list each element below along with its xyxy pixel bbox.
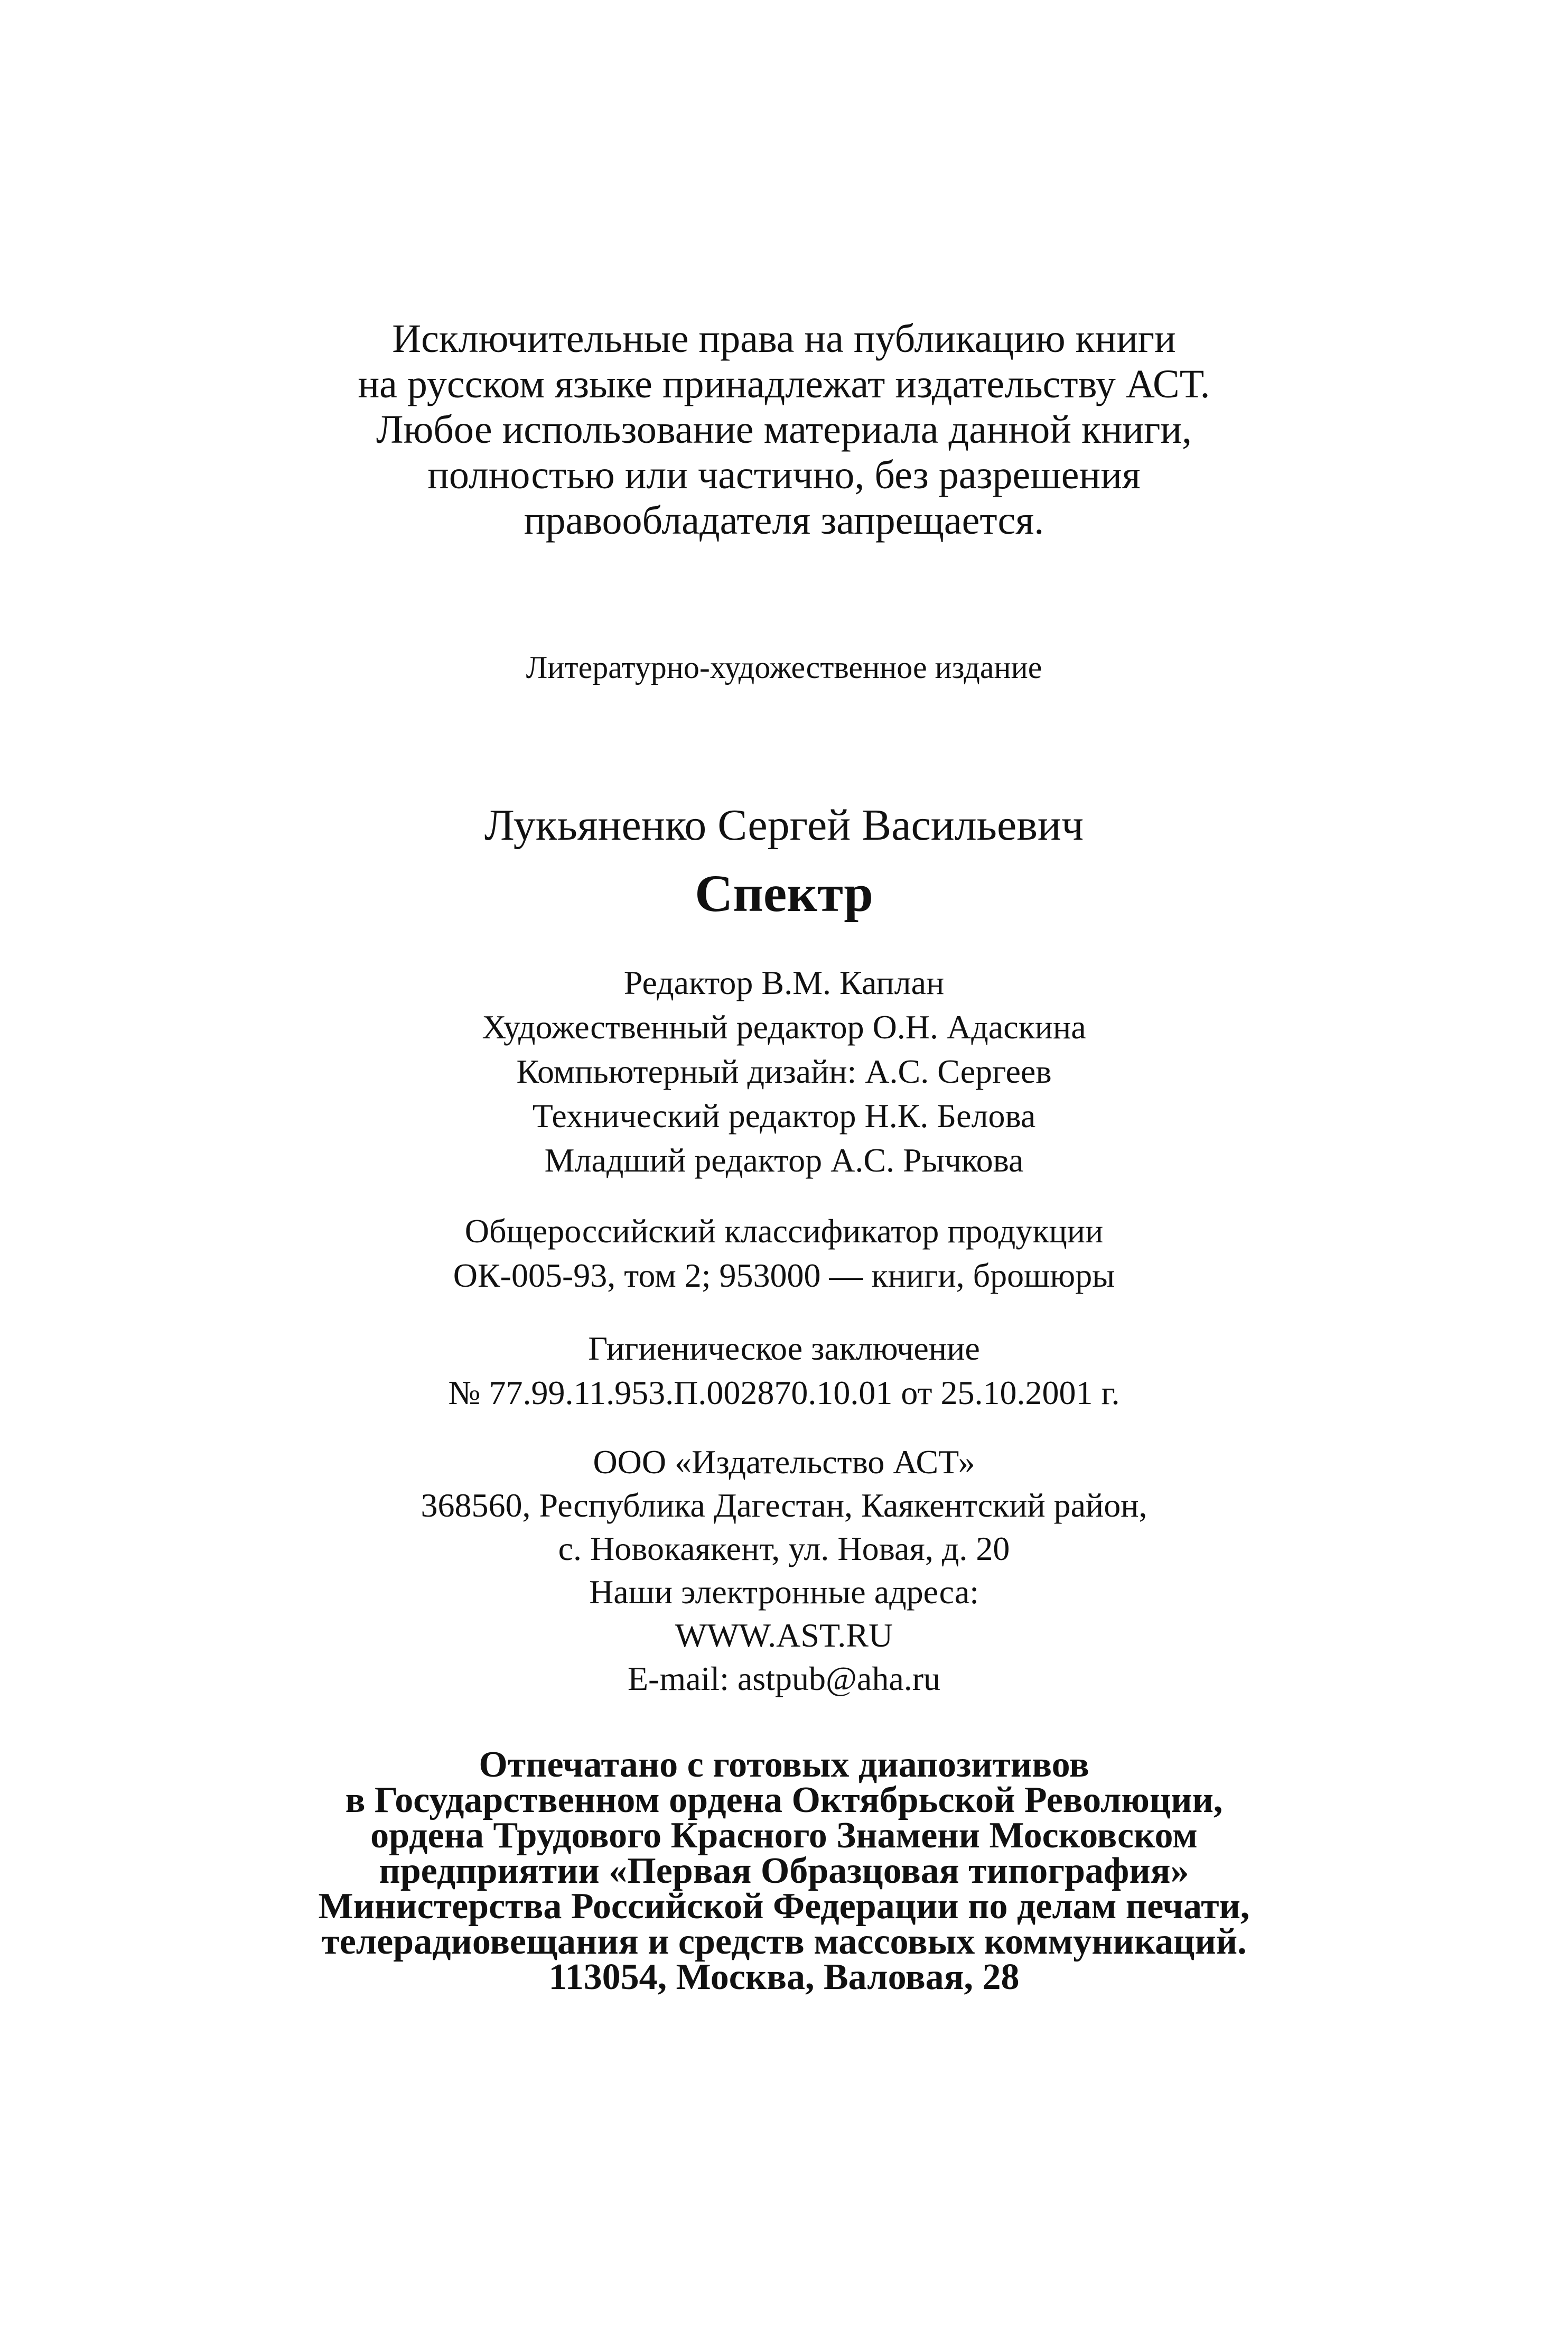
credit-line: Младший редактор А.С. Рычкова <box>544 1141 1024 1179</box>
printing-line: в Государственном ордена Октябрьской Революции, <box>345 1780 1223 1820</box>
rights-notice-line: правообладателя запрещается. <box>524 498 1044 543</box>
classifier-line: ОК-005-93, том 2; 953000 — книги, брошюры <box>453 1257 1115 1294</box>
author-name: Лукьяненко Сергей Васильевич <box>484 801 1084 850</box>
rights-notice-line: Любое использование материала данной книги, <box>376 407 1192 452</box>
rights-notice-line: на русском языке принадлежат издательству АСТ. <box>358 362 1210 406</box>
credit-line: Редактор В.М. Каплан <box>623 964 945 1001</box>
classifier-line: Общероссийский классификатор продукции <box>464 1212 1104 1250</box>
credit-line: Компьютерный дизайн: А.С. Сергеев <box>516 1053 1052 1090</box>
credits <box>0 961 1568 1183</box>
edition-type: Литературно-художественное издание <box>526 650 1042 685</box>
printing-info <box>0 1744 1568 1997</box>
rights-notice-line: Исключительные права на публикацию книги <box>392 317 1176 361</box>
printing-line: 113054, Москва, Валовая, 28 <box>548 1957 1020 1997</box>
credit-line: Технический редактор Н.К. Белова <box>532 1097 1036 1135</box>
credit-line: Художественный редактор О.Н. Адаскина <box>482 1008 1086 1046</box>
book-title: Спектр <box>695 864 873 923</box>
publisher-line: 368560, Республика Дагестан, Каякентский район, <box>421 1486 1147 1524</box>
hygiene-line: Гигиеническое заключение <box>588 1330 980 1367</box>
publisher-line: ООО «Издательство АСТ» <box>593 1443 975 1481</box>
printing-line: предприятии «Первая Образцовая типография» <box>379 1851 1189 1891</box>
rights-notice <box>0 316 1568 543</box>
publisher-info <box>0 1440 1568 1700</box>
printing-line: телерадиовещания и средств массовых коммуникаций. <box>321 1921 1247 1962</box>
publisher-email: E-mail: astpub@aha.ru <box>627 1660 941 1697</box>
publisher-website: WWW.AST.RU <box>675 1616 893 1654</box>
publisher-line: с. Новокаякент, ул. Новая, д. 20 <box>558 1530 1010 1567</box>
printing-line: Отпечатано с готовых диапозитивов <box>479 1744 1089 1785</box>
publisher-line: Наши электронные адреса: <box>589 1573 979 1611</box>
printing-line: Министерства Российской Федерации по делам печати, <box>318 1886 1250 1927</box>
printing-line: ордена Трудового Красного Знамени Московском <box>370 1815 1198 1856</box>
hygiene-certificate <box>0 1326 1568 1415</box>
product-classifier <box>0 1209 1568 1298</box>
hygiene-line: № 77.99.11.953.П.002870.10.01 от 25.10.2001 г. <box>448 1374 1120 1411</box>
rights-notice-line: полностью или частично, без разрешения <box>427 453 1141 497</box>
